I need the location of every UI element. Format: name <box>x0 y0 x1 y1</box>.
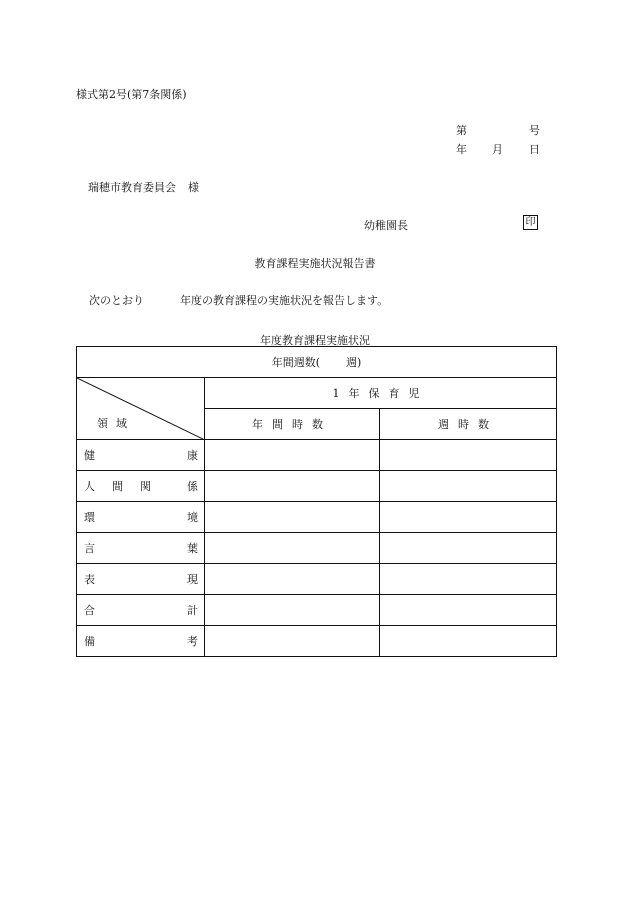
addressee-honorific: 様 <box>188 181 199 194</box>
area-name-end: 境 <box>187 511 198 524</box>
area-cell <box>77 502 205 533</box>
area-name-start: 表 <box>84 573 95 586</box>
area-name-end: 考 <box>187 635 198 648</box>
area-header: 領域 <box>97 417 135 430</box>
table-row <box>77 595 557 626</box>
table-row <box>77 502 557 533</box>
body-rest: 年度の教育課程の実施状況を報告します。 <box>180 294 389 307</box>
area-header-cell <box>77 378 205 440</box>
area-name-end: 葉 <box>187 542 198 555</box>
area-cell <box>77 440 205 471</box>
area-cell <box>77 595 205 626</box>
weekly-hours-input[interactable] <box>380 626 557 657</box>
annual-hours-input[interactable] <box>205 564 380 595</box>
addressee <box>88 179 199 195</box>
area-name-start: 健 <box>84 449 95 462</box>
curriculum-table <box>76 346 557 657</box>
annual-hours-input[interactable] <box>205 440 380 471</box>
weekly-hours-input[interactable] <box>380 440 557 471</box>
annual-hours-input[interactable] <box>205 533 380 564</box>
area-name-end: 現 <box>187 573 198 586</box>
weekly-hours-input[interactable] <box>380 502 557 533</box>
area-name-start: 合 <box>84 604 95 617</box>
body-lead: 次のとおり <box>89 294 144 307</box>
annual-weeks-label: 年間週数( <box>271 356 321 369</box>
date-day: 日 <box>529 143 540 156</box>
doc-number-prefix: 第 <box>456 124 467 137</box>
area-name-start: 環 <box>84 511 95 524</box>
annual-hours-input[interactable] <box>205 595 380 626</box>
col-annual-hours: 年間時数 <box>205 409 380 440</box>
table-row <box>77 626 557 657</box>
weekly-hours-input[interactable] <box>380 595 557 626</box>
date-year: 年 <box>456 143 467 156</box>
area-name-end: 係 <box>187 480 198 493</box>
annual-hours-input[interactable] <box>205 502 380 533</box>
table-row <box>77 440 557 471</box>
body-text <box>89 292 388 308</box>
area-name-end: 康 <box>187 449 198 462</box>
table-row <box>77 471 557 502</box>
annual-weeks-unit: 週) <box>346 356 362 369</box>
document-title: 教育課程実施状況報告書 <box>254 257 376 270</box>
addressee-name: 瑞穂市教育委員会 <box>88 181 176 194</box>
area-name-start: 人間関 <box>84 480 168 493</box>
area-cell <box>77 471 205 502</box>
seal-mark: 印 <box>523 215 538 230</box>
area-cell <box>77 533 205 564</box>
principal-title: 幼稚園長 <box>364 219 408 232</box>
group-header: 1年保育児 <box>205 378 557 409</box>
area-name-end: 計 <box>187 604 198 617</box>
weekly-hours-input[interactable] <box>380 533 557 564</box>
weekly-hours-input[interactable] <box>380 564 557 595</box>
table-row <box>77 533 557 564</box>
area-cell <box>77 564 205 595</box>
area-cell <box>77 626 205 657</box>
annual-hours-input[interactable] <box>205 626 380 657</box>
table-caption: 年度教育課程実施状況 <box>260 334 370 347</box>
date-month: 月 <box>492 143 503 156</box>
table-row <box>77 564 557 595</box>
annual-hours-input[interactable] <box>205 471 380 502</box>
col-weekly-hours: 週時数 <box>380 409 557 440</box>
form-reference: 様式第2号(第7条関係) <box>76 88 187 101</box>
area-name-start: 備 <box>84 635 95 648</box>
annual-weeks-cell <box>77 347 557 378</box>
area-name-start: 言 <box>84 542 95 555</box>
weekly-hours-input[interactable] <box>380 471 557 502</box>
doc-number-suffix: 号 <box>529 124 540 137</box>
